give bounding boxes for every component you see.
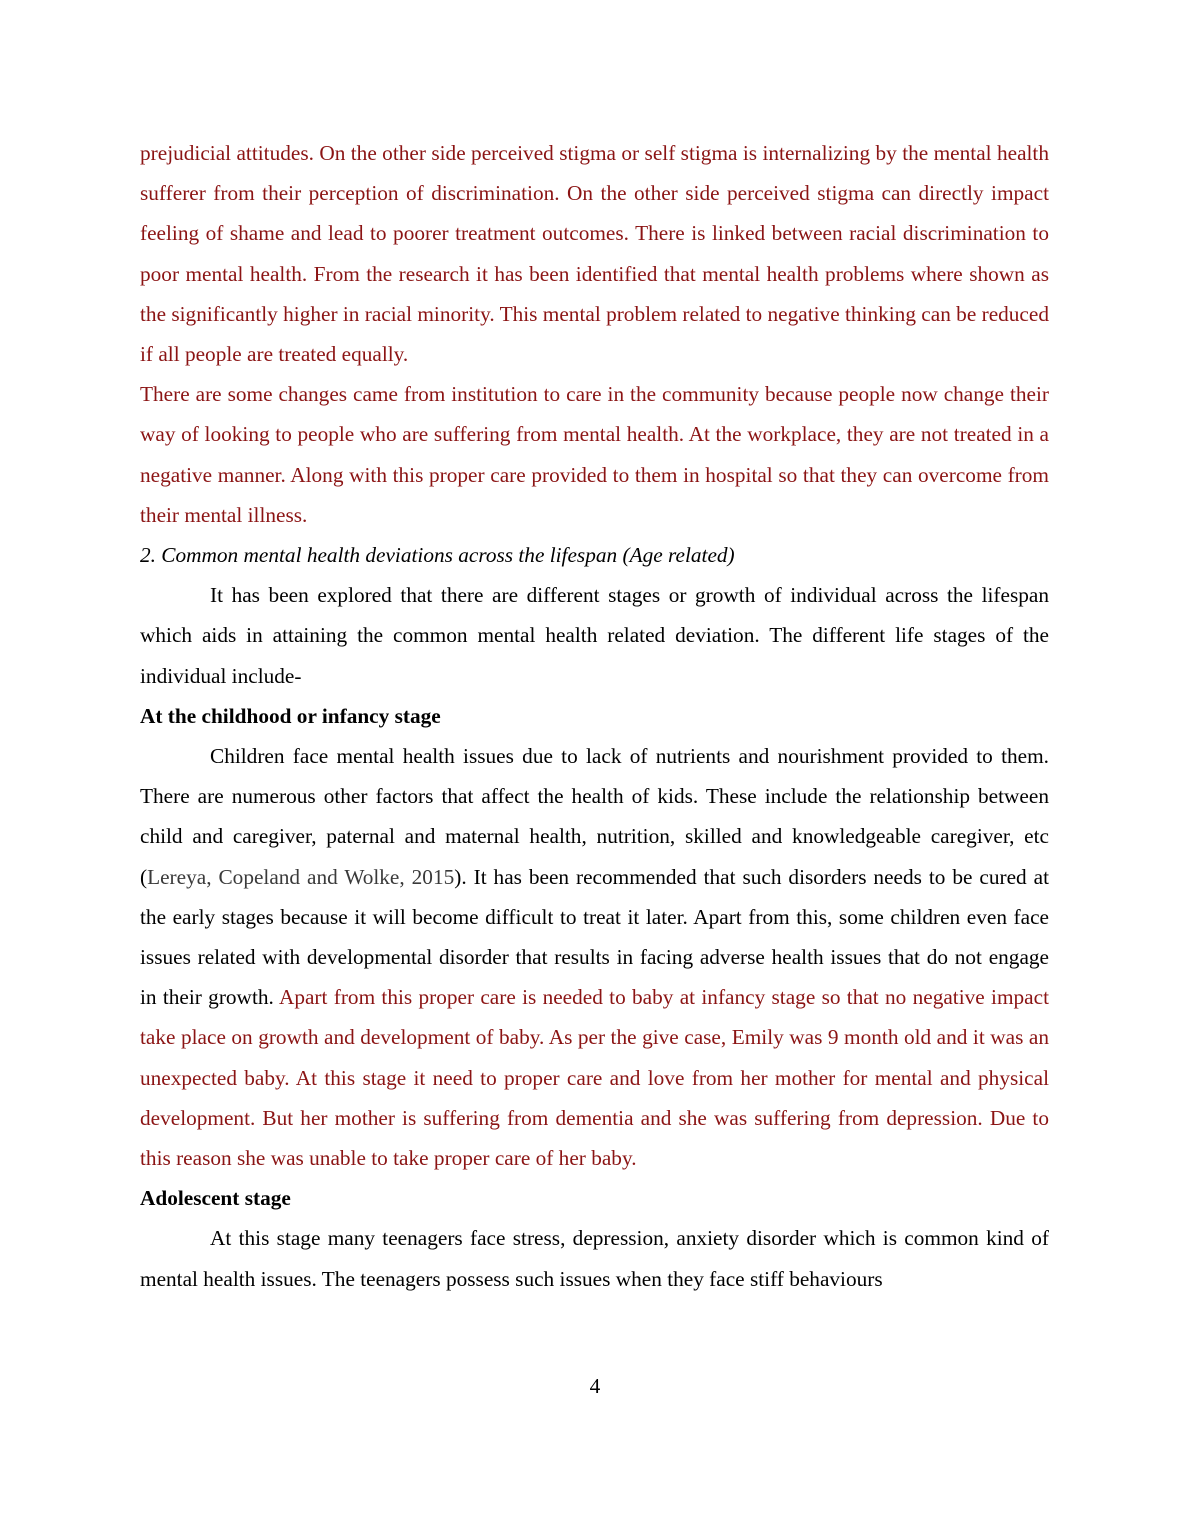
page-number: 4 [589,1374,601,1398]
document-body [140,133,1049,1299]
section-heading-lifespan: 2. Common mental health deviations across the lifespan (Age related) [140,543,735,568]
paragraph-childhood [140,736,1049,1178]
paragraph-community-care: There are some changes came from institution to care in the community because people now change their way of looking to people who are suffering from mental health. At the workplace, they are not treated in a negative manner. Along with this proper care provided to them in hospital so that they can overcome from their mental illness. [140,382,1049,527]
citation: Lereya, Copeland and Wolke, 2015 [147,864,455,889]
paragraph-stigma: prejudicial attitudes. On the other side perceived stigma or self stigma is internalizing by the mental health sufferer from their perception of discrimination. On the other side perceived stigma can directly impact feeling of shame and lead to poorer treatment outcomes. There is linked between racial discrimination to poor mental health. From the research it has been identified that mental health problems where shown as the significantly higher in racial minority. This mental problem related to negative thinking can be reduced if all people are treated equally. [140,141,1049,367]
subheading-childhood: At the childhood or infancy stage [140,703,441,728]
paragraph-adolescent: At this stage many teenagers face stress, depression, anxiety disorder which is common kind of mental health issues. The teenagers possess such issues when they face stiff behaviours [140,1226,1049,1291]
childhood-text-start: Children face mental health issues due to lack of nutrients and nourishment provided to them. There are numerous other factors that affect the health of kids. These include the relationship between child and caregiver, paternal and maternal health, nutrition, skilled and knowledgeable caregiver, etc ( [140,744,1049,889]
childhood-text-revision: Apart from this proper care is needed to baby at infancy stage so that no negative impact take place on growth and development of baby. As per the give case, Emily was 9 month old and it was an unexpected baby. At this stage it need to proper care and love from her mother for mental and physical development. But her mother is suffering from dementia and she was suffering from depression. Due to this reason she was unable to take proper care of her baby. [140,985,1049,1171]
paragraph-lifespan-intro: It has been explored that there are different stages or growth of individual across the lifespan which aids in attaining the common mental health related deviation. The different life stages of the individual include- [140,583,1049,688]
subheading-adolescent: Adolescent stage [140,1186,291,1211]
childhood-text-middle: ). It has been recommended that such disorders needs to be cured at the early stages because it will become difficult to treat it later. Apart from this, some children even face issues related with developmental disorder that results in facing adverse health issues that do not engage in their growth. [140,864,1049,1010]
